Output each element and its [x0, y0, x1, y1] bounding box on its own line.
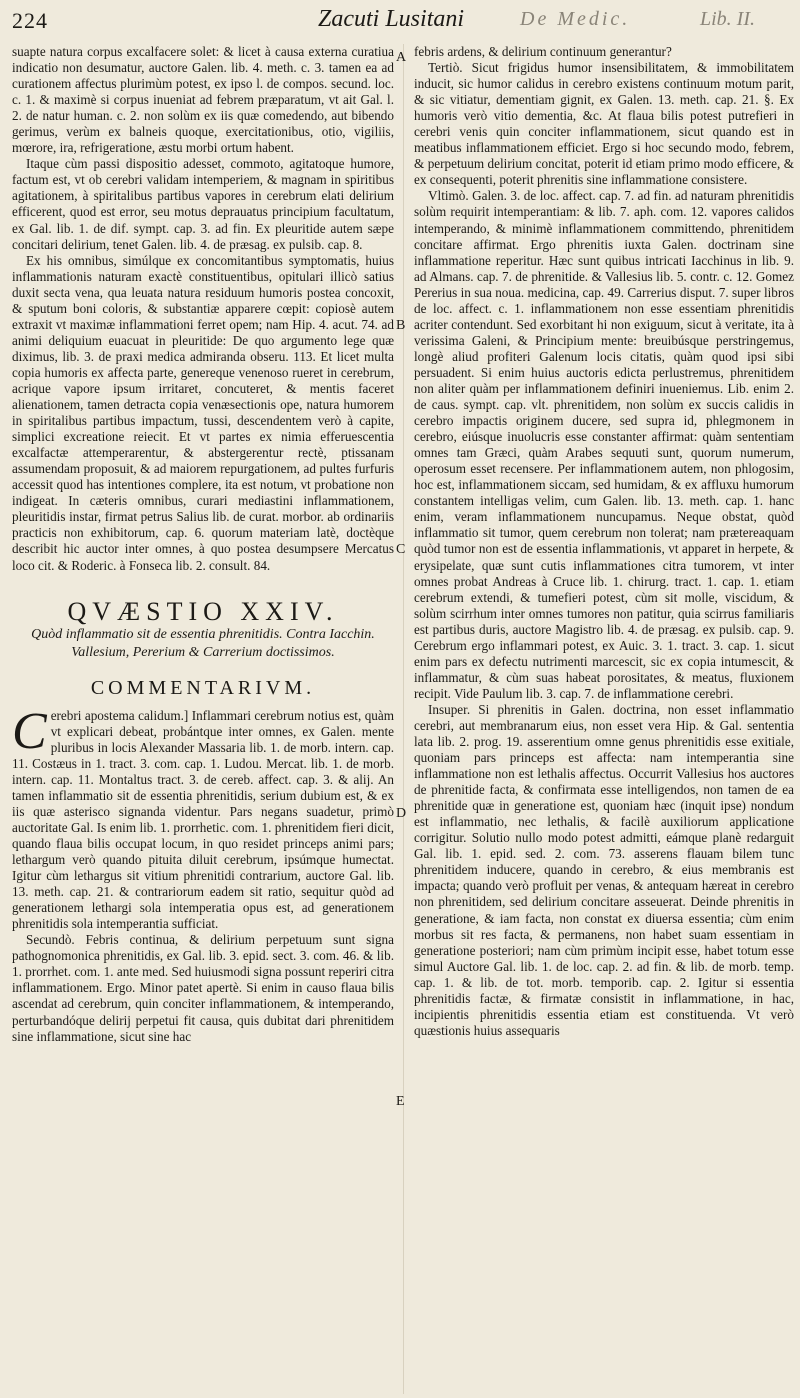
margin-marker-c: C [396, 542, 406, 557]
margin-marker-a: A [396, 50, 407, 65]
commentary-paragraph [12, 702, 394, 933]
margin-marker-b: B [396, 318, 406, 333]
paragraph: febris ardens, & delirium continuum generantur? [414, 44, 672, 59]
paragraph: Itaque cùm passi dispositio adesset, commoto, agitatoque humore, factum est, vt ob cerebri validam intemperiem, & magnam in spiritibus agitationem, à spiritalibus partibus vapores in cerebrum elati delirium efficerent, quod est error, seu motus deprauatus principium facultatum, ex Gal. lib. 1. de dif. sympt. cap. 3. ad fin. Ex pleuritide autem sæpe concitari delirium, tenet Galen. lib. 4. de præsag. ex pulsib. cap. 8. [12, 156, 394, 252]
paragraph: Tertiò. Sicut frigidus humor insensibilitatem, & immobilitatem inducit, sic humor calidus in cerebro existens continuum motum parit, & sic vitiatur, dementiam gignit, ex Galen. 13. meth. cap. 21. §. Ex humoris verò vitio dementia, &c. At flaua bilis potest putrefieri in cerebri venis quin conciter inflammationem, sicut quando est in meatibus inflammationem efficiet. Ergo si hoc secundo modo, febrem, & perpetuum delirium concitat, poterit id etiam primo modo efficere, & ex consequenti, poterit phrenitis sine inflammatione consistere. [414, 60, 794, 188]
paragraph: Insuper. Si phrenitis in Galen. doctrina, non esset inflammatio cerebri, aut membranarum eius, non esset vera Hip. & Gal. sententia lata lib. 2. prog. 19. asserentium omne genus phrenitidis esse exitiale, quoniam pars princeps est affecta: nam intemperantia sine inflammatione non est lethalis affectus. Occurrit Vallesius hos auctores de phrenitide facta, & confirmata esse intelligendos, non tamen de ea phrenitide quæ in generatione est, quoniam hæc (inquit ipse) nondum est inflammatio, nec lethalis, & facilè auxiliorum applicatione corrigitur. Solutio nullo modo potest admitti, eámque planè redarguit Gal. lib. 1. epid. sed. 2. com. 73. asserens flauam bilem tunc phrenitidem inducere, quando in cerebro, & eius membranis est impacta; quando verò profluit per venas, & antequam hæreat in cerebro non phrenitidem, sed delirium concitare asseuerat. Deinde phrenitis in generatione, & iam facta, non constat ex diuersa essentia; cùm enim morbus sit res facta, & permanens, non habet suam essentiam in generatione posteriori; nam cùm primùm incipit esse, habet totum esse simul Auctore Gal. lib. 1. de loc. cap. 2. ad fin. & lib. de morb. temp. cap. 1. & lib. de tot. morb. temporib. cap. 2. Igitur si essentia phrenitidis factæ, & firmatæ consistit in inflammatione, in hac, incipientis phrenitidis essentia etiam est constituenda. Vt verò quæstionis huius assequaris [414, 701, 794, 1038]
question-subtitle: Quòd inflammatio sit de essentia phrenitidis. Contra Iacchin. Vallesium, Pererium & Carrerium doctissimos. [31, 626, 375, 660]
drop-cap: C [12, 702, 47, 760]
question-title: QVÆSTIO XXIV. [67, 596, 339, 626]
bleed-through-text-right: Lib. II. [700, 8, 755, 30]
paragraph: Ex his omnibus, simúlque ex concomitantibus symptomatis, huius inflammationis naturam exactè constituentibus, opitulari illicò satius duxit secta vena, qua leuata natura residuum humoris postea concoxit, & sputum boni coloris, & substantiæ apparere cœpit: copiosè autem extraxit vt maximæ inflammationi ferret opem; nam Hip. 4. acut. 74. ad animi deliquium euacuat in pleuritide: De quo argumento lege quæ diximus, lib. 3. de praxi medica admiranda obseru. 113. Et licet multa copia humoris ex affecta parte, genereque venenoso rueret in cerebrum, acrique vapore ipsum irritaret, concuteret, & mentis faceret alienationem, tamen detracta copia venæsectionis ope, natura humorem in spiritalibus partibus impactum, tussi, descendentem verò à capite, simplici excreatione reiecit. Et vt partes ex nimia efferuescentia excalfactæ attemperarentur, & abstergerentur rectè, ptissanam assumendam proposuit, & ad maiorem repurgationem, ad pultes furfuris accessit quod has intentiones complere, ita est notum, vt probatione non indigeat. In cæteris omnibus, curari mediastini inflammationem, pleuritidis instar, firmat petrus Salius lib. de curat. morbor. ab ordinariis practicis non exhibitorum, cap. 6. quorum materiam latè, doctèque describit hic auctor inter omnes, à quo postea desumpsere Mercatus loco cit. & Roderic. à Fonseca lib. 2. consult. 84. [12, 252, 394, 573]
margin-marker-d: D [396, 806, 407, 821]
commentary-title: COMMENTARIVM. [90, 676, 316, 699]
right-column [414, 44, 794, 1394]
running-title: Zacuti Lusitani [318, 6, 465, 32]
paragraph: Vltimò. Galen. 3. de loc. affect. cap. 7. ad fin. ad naturam phrenitidis solùm requirit intemperantiam: & lib. 7. aph. com. 12. vapores calidos intemperando, & minimè inflammationem committendo, phrenitidem concitare affirmat. Ergo phrenitis iuxta Galen. doctrinam sine inflammatione reperitur. Hæc sunt quibus intricati Iacchinus in lib. 9. ad Almans. cap. 7. de phrenitide. & Vallesius lib. 5. contr. c. 12. Gomez Pererius in sua noua. medicina, cap. 49. Carrerius disput. 7. super libros de loc. affect. c. 1. inflammationem non esse essentiam phrenitidis acriter contendunt. Sed exorbitant hi non exiguum, sicut à veritate, ita à verissima Galeni, & Principium mente: breuibúsque perstringemus, longè aliud profiteri Galenum locis citatis, quàm quod ipsi sibi persuadent. Si enim huius auctoris edicta perlustremus, phrenitidem non aliter quàm per inflammationem definiri inueniemus. Lib. enim 2. de caus. sympt. cap. vlt. phrenitidem, non solùm ex succis calidis in cerebro impactis originem ducere, sed supra id, phlegmonem in cerebro, eiúsque inuolucris esse constanter affirmat: quàm sententiam omnes tam Græci, quàm Arabes sequuti sunt, quorum numerum, operosum esset recensere. Per inflammationem autem, non phlogosim, hoc est, inflammationem siccam, sed humidam, & ex affluxu humorum constantem intelligas velim, cum Galen. lib. 13. meth. cap. 1. hanc enim, veram inflammationem nuncupamus. Neque obstat, quòd inflammatio sit tumor, quem cerebrum non tolerat; nam prætereaquam quòd tumor non est de essentia inflammationis, vt apparet in herpete, & erysipelate, quæ sunt cutis inflammationes citra tumorem, vt inter omnes probat Andreas à Cruce lib. 1. chirurg. tract. 1. cap. 1. etiam cerebrum extendi, & tumefieri potest, cùm sit molle, viscidum, & solùm scirrhum inter omnes tumores non patitur, quia scirrus familiaris est partibus duris, auctore Magistro lib. 4. de præsag. ex pulsib. cap. 9. Cerebrum ergo inflammari potest, ex Auic. 3. 1. tract. 3. cap. 1. sicut enim pars ex defectu nutrimenti marcescit, sic ex copia intumescit, & inflammatur, & cùm suas habeat porositates, & meatus, fluxionem recipit. Vide Paulum lib. 3. cap. 7. de inflammatione cerebri. [414, 188, 794, 701]
commentary-paragraph: Secundò. Febris continua, & delirium perpetuum sunt signa pathognomonica phrenitidis, ex Gal. lib. 3. epid. sect. 3. com. 46. & lib. 1. prorrhet. com. 1. ante med. Sed huiusmodi signa possunt reperiri citra inflammationem. Ergo. Minor patet apertè. Si enim in causo flaua bilis ascendat ad cerebrum, quin conciter inflammationem, & intemperando, perturbandóque delirij perpetui fit causa, quis dubitat dari phrenitidem sine inflammatione, sicut sine hac [12, 932, 394, 1044]
page-number: 224 [12, 8, 48, 33]
margin-marker-e: E [396, 1094, 405, 1109]
column-gutter [403, 44, 404, 1394]
running-header [0, 0, 800, 40]
paragraph: suapte natura corpus excalfacere solet: & licet à causa externa curatiua indicatio non desumatur, auctore Galen. lib. 4. meth. c. 3. tamen ea ad curationem affectus plurimùm potest, ex ipso l. de compos. secund. loc. c. 1. & maximè si corpus inueniat ad febrem præparatum, vt ait Gal. l. 2. de natur human. c. 2. non solùm ex iis quæ comedendo, aut bibendo gerimus, verùm ex balneis quoque, exercitationibus, otio, vigiliis, mœrore, ira, refrigeratione, æstu morbi ortum habent. [12, 44, 394, 156]
commentary-text: erebri apostema calidum.] Inflammari cerebrum notius est, quàm vt explicari debeat, probántque inter omnes, ex Galen. mente pluribus in locis Alexander Massaria lib. 1. de morb. intern. cap. 11. Costæus in 1. tract. 3. com. cap. 1. Ludou. Mercat. lib. 1. de morb. intern. cap. 11. Montaltus tract. 3. de cereb. affect. cap. 3. & alij. An tamen inflammatio sit de essentia phrenitidis, serium dubium est, & ex iis quæ asterisco signanda videntur. Pars negans suadetur, primò auctoritate Gal. Is enim lib. 1. prorrhetic. com. 1. phrenitidem fieri dicit, quando flaua bilis occupat locum, in quo residet princeps animi pars; lethargum verò quando pituita diluit cerebrum, ipsúmque humectat. Igitur cùm lethargus sit vitium phrenitidi contrarium, auctore Gal. lib. 13. meth. cap. 21. & contrariorum eadem sit ratio, sequitur quòd ad generationem lethargi sola intemperatia opus est, ad generationem phrenitidis sola intemperantia sufficiat. [12, 707, 394, 932]
left-column [12, 44, 394, 1394]
bleed-through-text: De Medic. [520, 8, 631, 30]
